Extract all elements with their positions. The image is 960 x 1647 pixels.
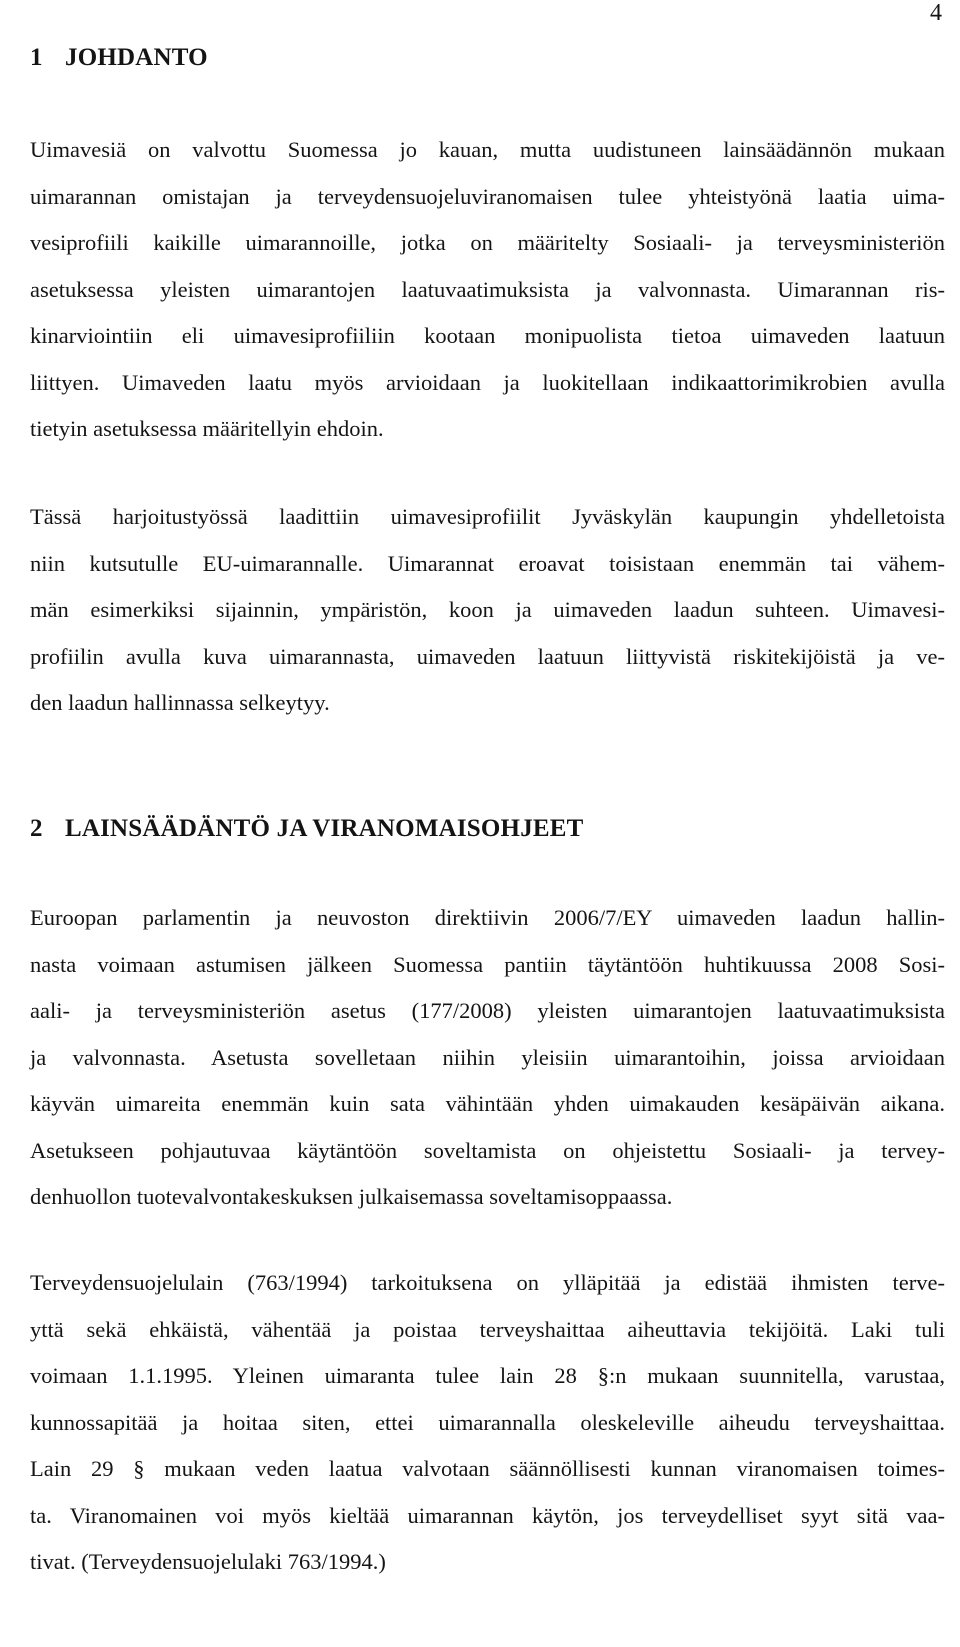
section-number: 1 bbox=[30, 44, 43, 71]
text-line: uimarannan omistajan ja terveydensuojeluviranomaisen tulee yhteistyönä laatia uima- bbox=[30, 183, 945, 209]
text-line: aali- ja terveysministeriön asetus (177/2008) yleisten uimarantojen laatuvaatimuksista bbox=[30, 998, 945, 1023]
text-line: Tässä harjoitustyössä laadittiin uimavesiprofiilit Jyväskylän kaupungin yhdelletoista bbox=[30, 504, 945, 529]
text-line: tietyin asetuksessa määritellyin ehdoin. bbox=[30, 416, 384, 441]
text-line: Uimavesiä on valvottu Suomessa jo kauan, mutta uudistuneen lainsäädännön mukaan bbox=[30, 137, 945, 162]
text-line: kunnossapitää ja hoitaa siten, ettei uimarannalla oleskeleville aiheudu terveyshaittaa. bbox=[30, 1409, 945, 1435]
text-line: Euroopan parlamentin ja neuvoston direktiivin 2006/7/EY uimaveden laadun hallin- bbox=[30, 905, 945, 930]
text-line: Lain 29 § mukaan veden laatua valvotaan säännöllisesti kunnan viranomaisen toimes- bbox=[30, 1456, 945, 1481]
section-title: JOHDANTO bbox=[65, 44, 208, 71]
page-number: 4 bbox=[930, 0, 942, 26]
paragraph bbox=[30, 895, 945, 1221]
paragraph bbox=[30, 127, 945, 453]
section-number: 2 bbox=[30, 815, 43, 842]
text-line: Terveydensuojelulain (763/1994) tarkoituksena on ylläpitää ja edistää ihmisten terve- bbox=[30, 1270, 945, 1295]
text-line: profiilin avulla kuva uimarannasta, uimaveden laatuun liittyvistä riskitekijöistä ja ve- bbox=[30, 643, 945, 669]
text-line: nasta voimaan astumisen jälkeen Suomessa pantiin täytäntöön huhtikuussa 2008 Sosi- bbox=[30, 951, 945, 977]
text-line: asetuksessa yleisten uimarantojen laatuvaatimuksista ja valvonnasta. Uimarannan ris- bbox=[30, 276, 945, 302]
text-line: ja valvonnasta. Asetusta sovelletaan niihin yleisiin uimarantoihin, joissa arvioidaan bbox=[30, 1044, 945, 1070]
text-line: liittyen. Uimaveden laatu myös arvioidaan ja luokitellaan indikaattorimikrobien avulla bbox=[30, 369, 945, 395]
section-title: LAINSÄÄDÄNTÖ JA VIRANOMAISOHJEET bbox=[65, 815, 584, 842]
section-heading-lainsaadanto bbox=[30, 815, 584, 843]
text-line: tivat. (Terveydensuojelulaki 763/1994.) bbox=[30, 1549, 386, 1574]
text-line: voimaan 1.1.1995. Yleinen uimaranta tulee lain 28 §:n mukaan suunnitella, varustaa, bbox=[30, 1363, 945, 1388]
paragraph bbox=[30, 1260, 945, 1586]
text-line: denhuollon tuotevalvontakeskuksen julkaisemassa soveltamisoppaassa. bbox=[30, 1184, 673, 1209]
text-line: yttä sekä ehkäistä, vähentää ja poistaa terveyshaittaa aiheuttavia tekijöitä. Laki tuli bbox=[30, 1316, 945, 1342]
text-line: män esimerkiksi sijainnin, ympäristön, koon ja uimaveden laadun suhteen. Uimavesi- bbox=[30, 597, 945, 622]
text-line: den laadun hallinnassa selkeytyy. bbox=[30, 690, 330, 715]
text-line: ta. Viranomainen voi myös kieltää uimarannan käytön, jos terveydelliset syyt sitä vaa- bbox=[30, 1502, 945, 1528]
text-line: vesiprofiili kaikille uimarannoille, jotka on määritelty Sosiaali- ja terveysministeriön bbox=[30, 230, 945, 255]
text-line: niin kutsutulle EU-uimarannalle. Uimarannat eroavat toisistaan enemmän tai vähem- bbox=[30, 550, 945, 576]
paragraph bbox=[30, 494, 945, 727]
text-line: Asetukseen pohjautuvaa käytäntöön soveltamista on ohjeistettu Sosiaali- ja tervey- bbox=[30, 1137, 945, 1163]
section-heading-johdanto bbox=[30, 44, 208, 72]
text-line: kinarviointiin eli uimavesiprofiiliin kootaan monipuolista tietoa uimaveden laatuun bbox=[30, 323, 945, 348]
text-line: käyvän uimareita enemmän kuin sata vähintään yhden uimakauden kesäpäivän aikana. bbox=[30, 1091, 945, 1116]
